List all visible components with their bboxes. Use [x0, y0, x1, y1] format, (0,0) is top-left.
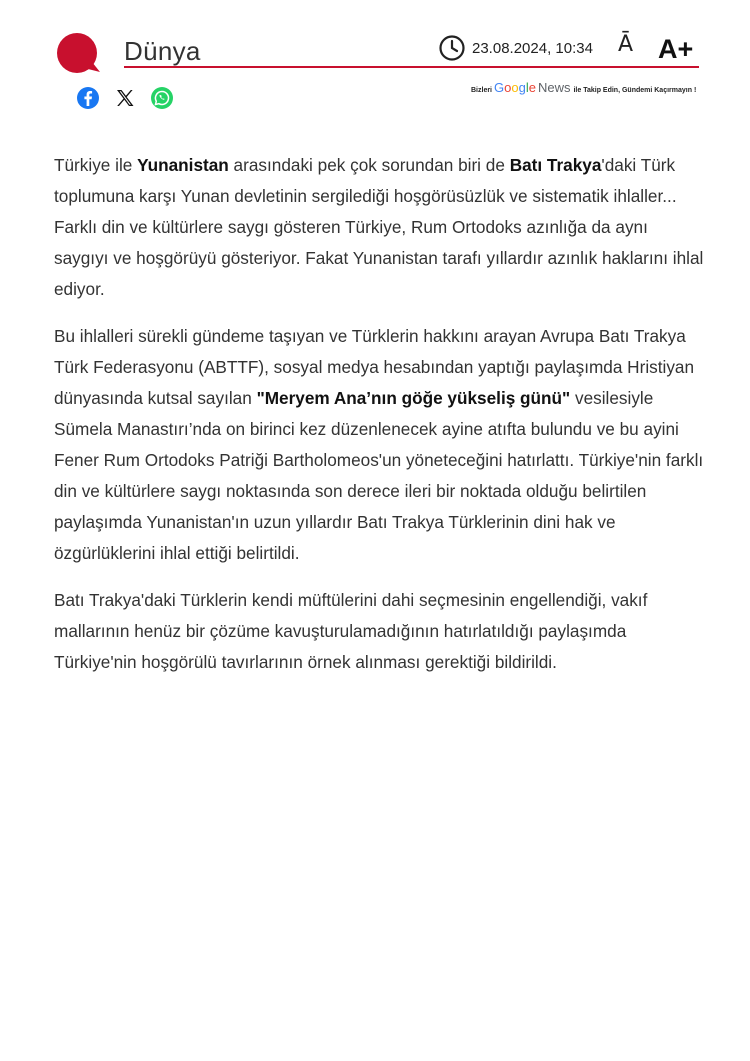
article-paragraph-3: Batı Trakya'daki Türklerin kendi müftülerini dahi seçmesinin engellendiği, vakıf mallarının henüz bir çözüme kavuşturulamadığının hatırlatıldığı paylaşımda Türkiye'nin hoşgörülü tavırlarının örnek alınması gerektiği bildirildi.	[54, 590, 648, 672]
bold-term-yunanistan: Yunanistan	[137, 155, 229, 175]
social-share-bar	[76, 86, 187, 110]
google-news-suffix: ile Takip Edin, Gündemi Kaçırmayın !	[573, 87, 697, 94]
category-title[interactable]: Dünya	[124, 36, 201, 66]
header-divider	[124, 66, 699, 68]
google-news-follow-link[interactable]	[471, 80, 696, 96]
bold-term-bati-trakya: Batı Trakya	[509, 155, 602, 175]
article-paragraph-2: Bu ihlalleri sürekli gündeme taşıyan ve Türklerin hakkını arayan Avrupa Batı Trakya Türk Federasyonu (ABTTF), sosyal medya hesabından yaptığı paylaşımda Hristiyan dünyasında kutsal sayılan "Meryem Ana’nın göğe yükseliş günü" vesilesiyle Sümela Manastırı’nda on birinci kez düzenlenecek ayine atıfta bulundu ve bu ayini Fener Rum Ortodoks Patriği Bartholomeos'un yöneteceğini hatırlattı. Türkiye'nin farklı din ve kültürlere saygı noktasında son derece ileri bir noktada olduğu belirtilen paylaşımda Yunanistan'ın uzun yıllardır Batı Trakya Türklerinin dini hak ve özgürlüklerini ihlal ettiği belirtildi.	[54, 326, 704, 563]
publish-datetime: 23.08.2024, 10:34	[472, 40, 593, 57]
google-logo-text: Google	[494, 80, 536, 95]
whatsapp-icon[interactable]	[150, 86, 174, 110]
article-paragraph-1: Türkiye ile Yunanistan arasındaki pek çok sorundan biri de Batı Trakya'daki Türk toplumuna karşı Yunan devletinin sergilediği hoşgörüsüzlük ve sistematik ihlaller... Farklı din ve kültürlere saygı gösteren Türkiye, Rum Ortodoks azınlığa da aynı saygıyı ve hoşgörüyü gösteriyor. Fakat Yunanistan tarafı yıllardır azınlık haklarını ihlal ediyor.	[54, 155, 704, 299]
article-body	[54, 150, 704, 694]
bold-quote: "Meryem Ana’nın göğe yükseliş günü"	[256, 388, 571, 408]
font-decrease-button[interactable]: Ā	[618, 32, 634, 57]
google-news-prefix: Bizleri	[471, 87, 493, 94]
facebook-icon[interactable]	[76, 86, 100, 110]
font-increase-button[interactable]: A+	[658, 34, 694, 64]
clock-icon	[438, 34, 466, 62]
news-logo-text: News	[537, 80, 571, 95]
article-header	[54, 30, 699, 72]
logo-speech-bubble-icon[interactable]	[54, 32, 102, 76]
x-icon[interactable]	[113, 86, 137, 110]
